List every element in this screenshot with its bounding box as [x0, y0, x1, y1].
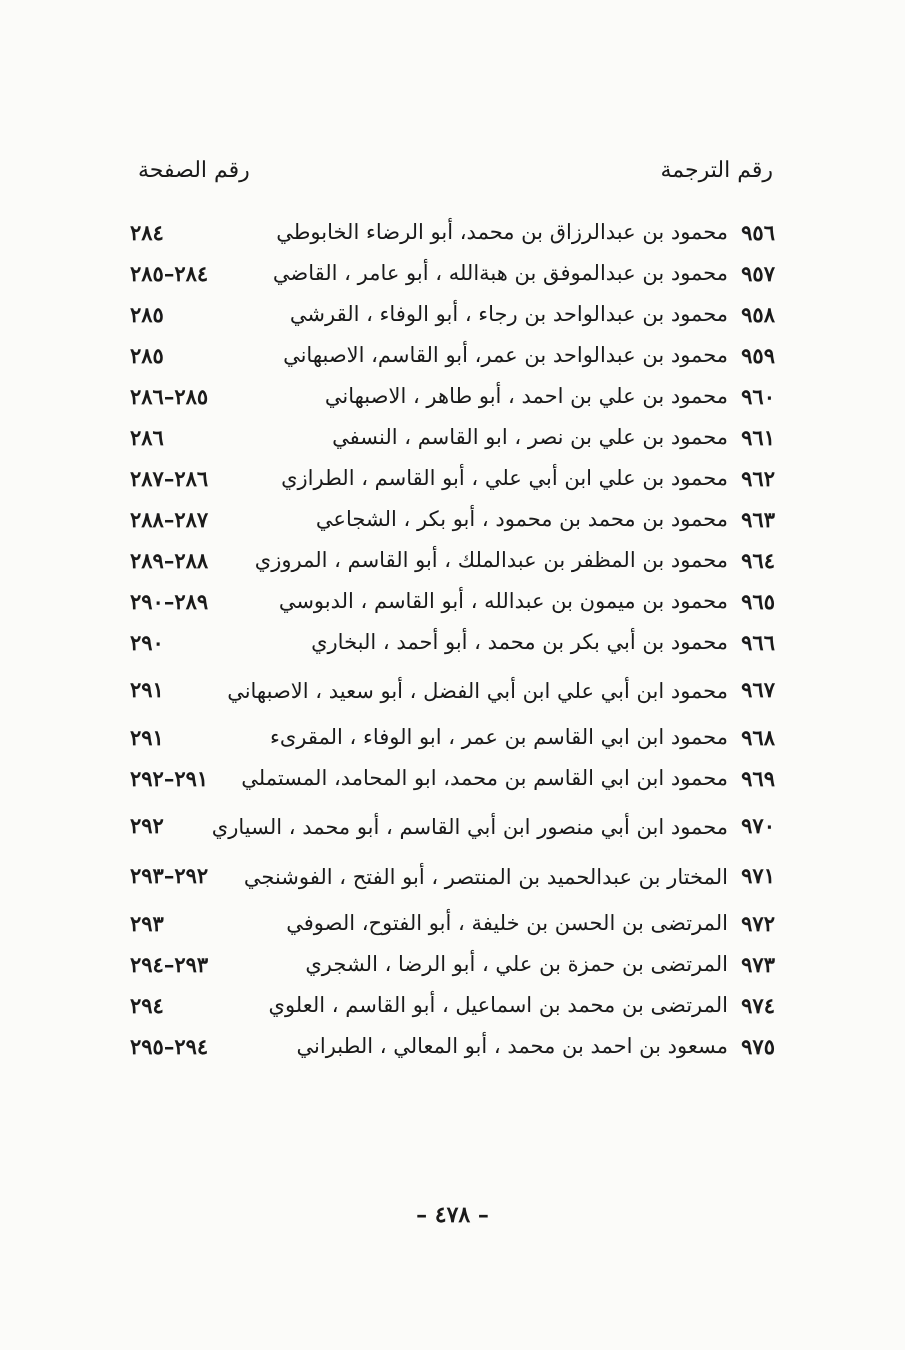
index-entry	[130, 376, 775, 417]
entry-number: ٩٦٠	[741, 384, 775, 409]
index-entry	[130, 335, 775, 376]
entry-name: المرتضى بن حمزة بن علي ، أبو الرضا ، الشجري	[305, 952, 728, 976]
entry-pages: ٢٨٦	[130, 425, 164, 450]
index-entry	[130, 499, 775, 540]
entry-pages: ٢٩١	[130, 677, 164, 702]
entry-number: ٩٦٩	[741, 766, 775, 791]
index-list	[130, 212, 775, 1067]
entry-number: ٩٦٥	[741, 589, 775, 614]
entry-number: ٩٦٧	[741, 677, 775, 702]
index-entry	[130, 294, 775, 335]
entry-number: ٩٧٢	[741, 911, 775, 936]
entry-name: محمود بن علي بن احمد ، أبو طاهر ، الاصبهاني	[324, 384, 728, 408]
entry-pages: ٢٨٤–٢٨٥	[130, 261, 209, 286]
index-entry	[130, 417, 775, 458]
index-entry	[130, 1026, 775, 1067]
entry-number: ٩٥٩	[741, 343, 775, 368]
entry-pages: ٢٩٢	[130, 813, 164, 838]
entry-name: محمود بن أبي بكر بن محمد ، أبو أحمد ، البخاري	[311, 630, 728, 654]
entry-name: محمود بن علي بن نصر ، ابو القاسم ، النسفي	[332, 425, 728, 449]
index-entry	[130, 758, 775, 799]
entry-number: ٩٧٣	[741, 952, 775, 977]
entry-pages: ٢٩٣	[130, 911, 164, 936]
index-entry	[130, 581, 775, 622]
index-entry	[130, 944, 775, 985]
entry-pages: ٢٩٤	[130, 993, 164, 1018]
entry-name: محمود ابن ابي القاسم بن عمر ، ابو الوفاء ، المقرىء	[269, 725, 728, 749]
entry-name: محمود بن عبدالرزاق بن محمد، أبو الرضاء الخابوطي	[276, 220, 728, 244]
entry-number: ٩٧٤	[741, 993, 775, 1018]
entry-number: ٩٧٥	[741, 1034, 775, 1059]
entry-name: محمود ابن أبي منصور ابن أبي القاسم ، أبو محمد ، السياري	[211, 815, 728, 839]
entry-name: محمود بن محمد بن محمود ، أبو بكر ، الشجاعي	[315, 507, 728, 531]
index-entry	[130, 985, 775, 1026]
entry-name: المختار بن عبدالحميد بن المنتصر ، أبو الفتح ، الفوشنجي	[243, 865, 728, 889]
entry-name: محمود بن عبدالموفق بن هبةالله ، أبو عامر ، القاضي	[272, 261, 728, 285]
entry-pages: ٢٨٧–٢٨٨	[130, 507, 209, 532]
index-entry	[130, 805, 775, 849]
entry-name: المرتضى بن الحسن بن خليفة ، أبو الفتوح، الصوفي	[286, 911, 728, 935]
entry-pages: ٢٨٨–٢٨٩	[130, 548, 209, 573]
entry-name: مسعود بن احمد بن محمد ، أبو المعالي ، الطبراني	[296, 1034, 728, 1058]
entry-number: ٩٥٨	[741, 302, 775, 327]
entry-pages: ٢٨٥	[130, 343, 164, 368]
index-entry	[130, 622, 775, 663]
entry-number: ٩٦٢	[741, 466, 775, 491]
entry-name: محمود ابن أبي علي ابن أبي الفضل ، أبو سعيد ، الاصبهاني	[227, 679, 728, 703]
entry-number: ٩٦٤	[741, 548, 775, 573]
index-entry	[130, 212, 775, 253]
index-entry	[130, 717, 775, 758]
entry-name: المرتضى بن محمد بن اسماعيل ، أبو القاسم ، العلوي	[268, 993, 728, 1017]
entry-number: ٩٧٠	[741, 813, 775, 838]
index-entry	[130, 669, 775, 713]
entry-pages: ٢٩٠	[130, 630, 164, 655]
entry-name: محمود بن عبدالواحد بن عمر، أبو القاسم، الاصبهاني	[283, 343, 728, 367]
entry-pages: ٢٩٢–٢٩٣	[130, 863, 209, 888]
entry-name: محمود بن علي ابن أبي علي ، أبو القاسم ، الطرازي	[281, 466, 728, 490]
entry-number: ٩٦٨	[741, 725, 775, 750]
entry-number: ٩٥٦	[741, 220, 775, 245]
entry-number: ٩٧١	[741, 863, 775, 888]
entry-number: ٩٦١	[741, 425, 775, 450]
entry-pages: ٢٨٩–٢٩٠	[130, 589, 209, 614]
entry-name: محمود بن ميمون بن عبدالله ، أبو القاسم ، الدبوسي	[278, 589, 728, 613]
index-entry	[130, 855, 775, 899]
entry-pages: ٢٨٥	[130, 302, 164, 327]
page-number: – ٤٧٨ –	[416, 1202, 489, 1228]
entry-name: محمود ابن ابي القاسم بن محمد، ابو المحامد، المستملي	[241, 766, 728, 790]
entry-number: ٩٦٣	[741, 507, 775, 532]
index-entry	[130, 903, 775, 944]
entry-pages: ٢٩١	[130, 725, 164, 750]
entry-name: محمود بن عبدالواحد بن رجاء ، أبو الوفاء ، القرشي	[289, 302, 728, 326]
entry-pages: ٢٩٣–٢٩٤	[130, 952, 209, 977]
page-number-heading: رقم الصفحة	[138, 158, 250, 183]
entry-pages: ٢٩٤–٢٩٥	[130, 1034, 209, 1059]
entry-pages: ٢٨٤	[130, 220, 164, 245]
entry-pages: ٢٨٥–٢٨٦	[130, 384, 209, 409]
index-entry	[130, 458, 775, 499]
entry-pages: ٢٩١–٢٩٢	[130, 766, 209, 791]
entry-number: ٩٦٦	[741, 630, 775, 655]
index-entry	[130, 253, 775, 294]
entry-pages: ٢٨٦–٢٨٧	[130, 466, 209, 491]
index-entry	[130, 540, 775, 581]
entry-number-heading: رقم الترجمة	[660, 158, 773, 183]
entry-number: ٩٥٧	[741, 261, 775, 286]
entry-name: محمود بن المظفر بن عبدالملك ، أبو القاسم ، المروزي	[254, 548, 728, 572]
